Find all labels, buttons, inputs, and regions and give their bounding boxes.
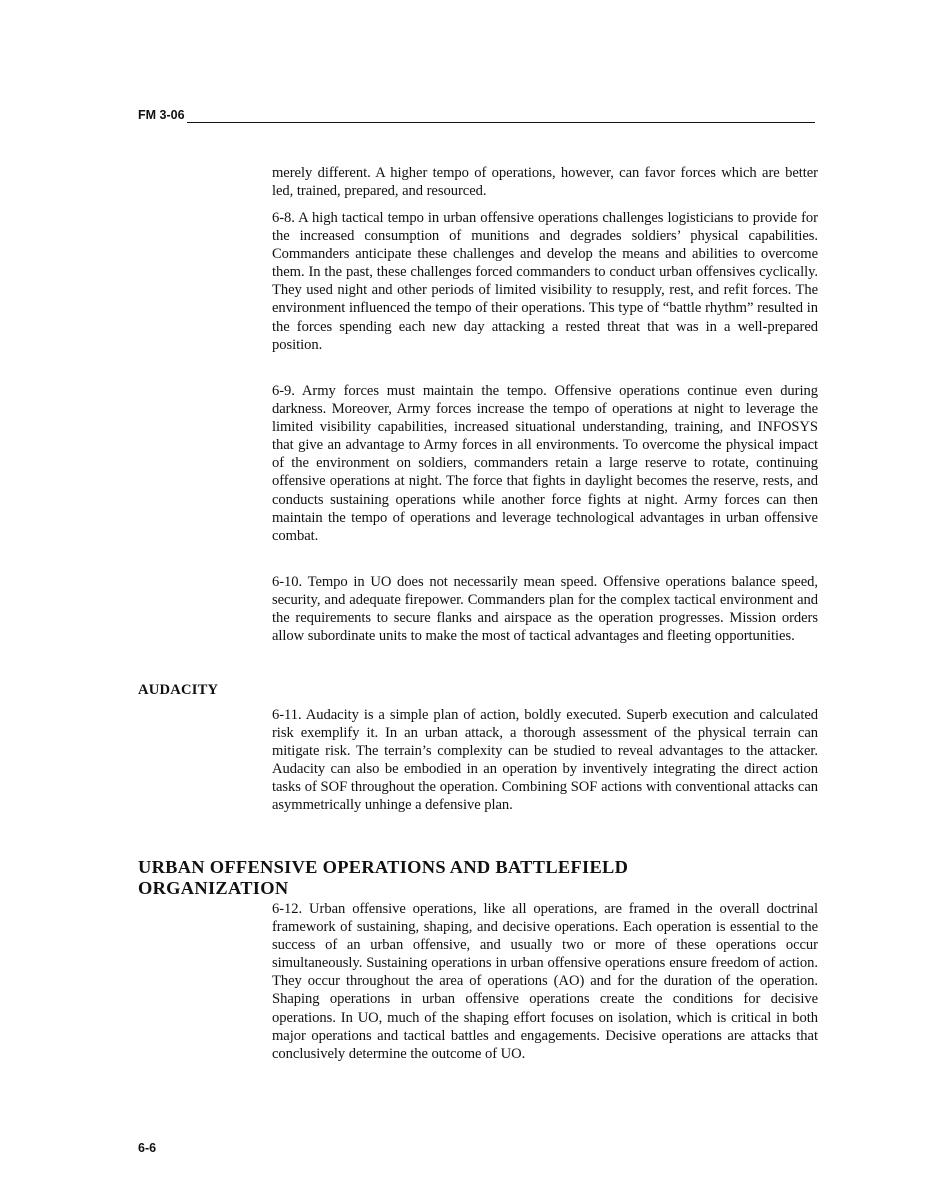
- header-label: FM 3-06: [138, 108, 185, 122]
- paragraph-6-11: [272, 706, 818, 815]
- paragraph-text: 6-8. A high tactical tempo in urban offensive operations challenges logisticians to provide for the increased consumption of munitions and degrades soldiers’ physical capabilities. Commanders anticipate these challenges and develop the means and abilities to overcome them. In the past, these challenges forced commanders to conduct urban offensives cyclically. They used night and other periods of limited visibility to resupply, rest, and refit forces. The environment influenced the tempo of their operations. This type of “battle rhythm” resulted in the forces spending each new day attacking a rested threat that was in a well-prepared position.: [272, 210, 818, 353]
- section-heading-line-1: URBAN OFFENSIVE OPERATIONS AND BATTLEFIELD: [138, 857, 629, 877]
- paragraph-text: 6-10. Tempo in UO does not necessarily mean speed. Offensive operations balance speed, security, and adequate firepower. Commanders plan for the complex tactical environment and the requirements to secure flanks and airspace as the operation progresses. Mission orders allow subordinate units to make the most of tactical advantages and fleeting opportunities.: [272, 574, 818, 645]
- paragraph-text: 6-11. Audacity is a simple plan of action, boldly executed. Superb execution and calculated risk exemplify it. In an urban attack, a thorough assessment of the physical terrain can mitigate risk. The terrain’s complexity can be studied to reveal advantages to the attacker. Audacity can also be embodied in an operation by inventively integrating the direct action tasks of SOF throughout the operation. Combining SOF actions with conventional attacks can asymmetrically unhinge a defensive plan.: [272, 707, 818, 814]
- paragraph-text: 6-9. Army forces must maintain the tempo. Offensive operations continue even during darkness. Moreover, Army forces increase the tempo of operations at night to leverage the limited visibility capabilities, increased situational understanding, training, and INFOSYS that give an advantage to Army forces in all environments. To overcome the physical impact of the environment on soldiers, commanders retain a large reserve to rotate, continuing offensive operations at night. The force that fights in daylight becomes the reserve, rests, and conducts sustaining operations while another force fights at night. Army forces can then maintain the tempo of operations and leverage technological advantages in urban offensive combat.: [272, 383, 818, 544]
- section-heading-line-2: ORGANIZATION: [138, 877, 289, 898]
- paragraph-6-12: [272, 900, 818, 1063]
- running-header: [138, 106, 815, 124]
- page-number: 6-6: [138, 1141, 157, 1155]
- paragraph-6-9: [272, 382, 818, 545]
- section-heading: [138, 857, 778, 898]
- paragraph-6-10: [272, 573, 818, 645]
- side-heading-audacity: AUDACITY: [138, 682, 219, 698]
- paragraph-text: merely different. A higher tempo of operations, however, can favor forces which are better led, trained, prepared, and resourced.: [272, 165, 818, 200]
- paragraph-text: 6-12. Urban offensive operations, like all operations, are framed in the overall doctrinal framework of sustaining, shaping, and decisive operations. Each operation is essential to the success of an urban offensive, and usually two or more of these operations occur simultaneously. Sustaining operations in urban offensive operations ensure freedom of action. They occur throughout the area of operations (AO) and for the duration of the operation. Shaping operations in urban offensive operations create the conditions for decisive operations. In UO, much of the shaping effort focuses on isolation, which is critical in both major operations and tactical battles and engagements. Decisive operations are attacks that conclusively determine the outcome of UO.: [272, 901, 818, 1062]
- header-rule: [187, 122, 815, 123]
- paragraph-continued: [272, 164, 818, 200]
- paragraph-6-8: [272, 209, 818, 354]
